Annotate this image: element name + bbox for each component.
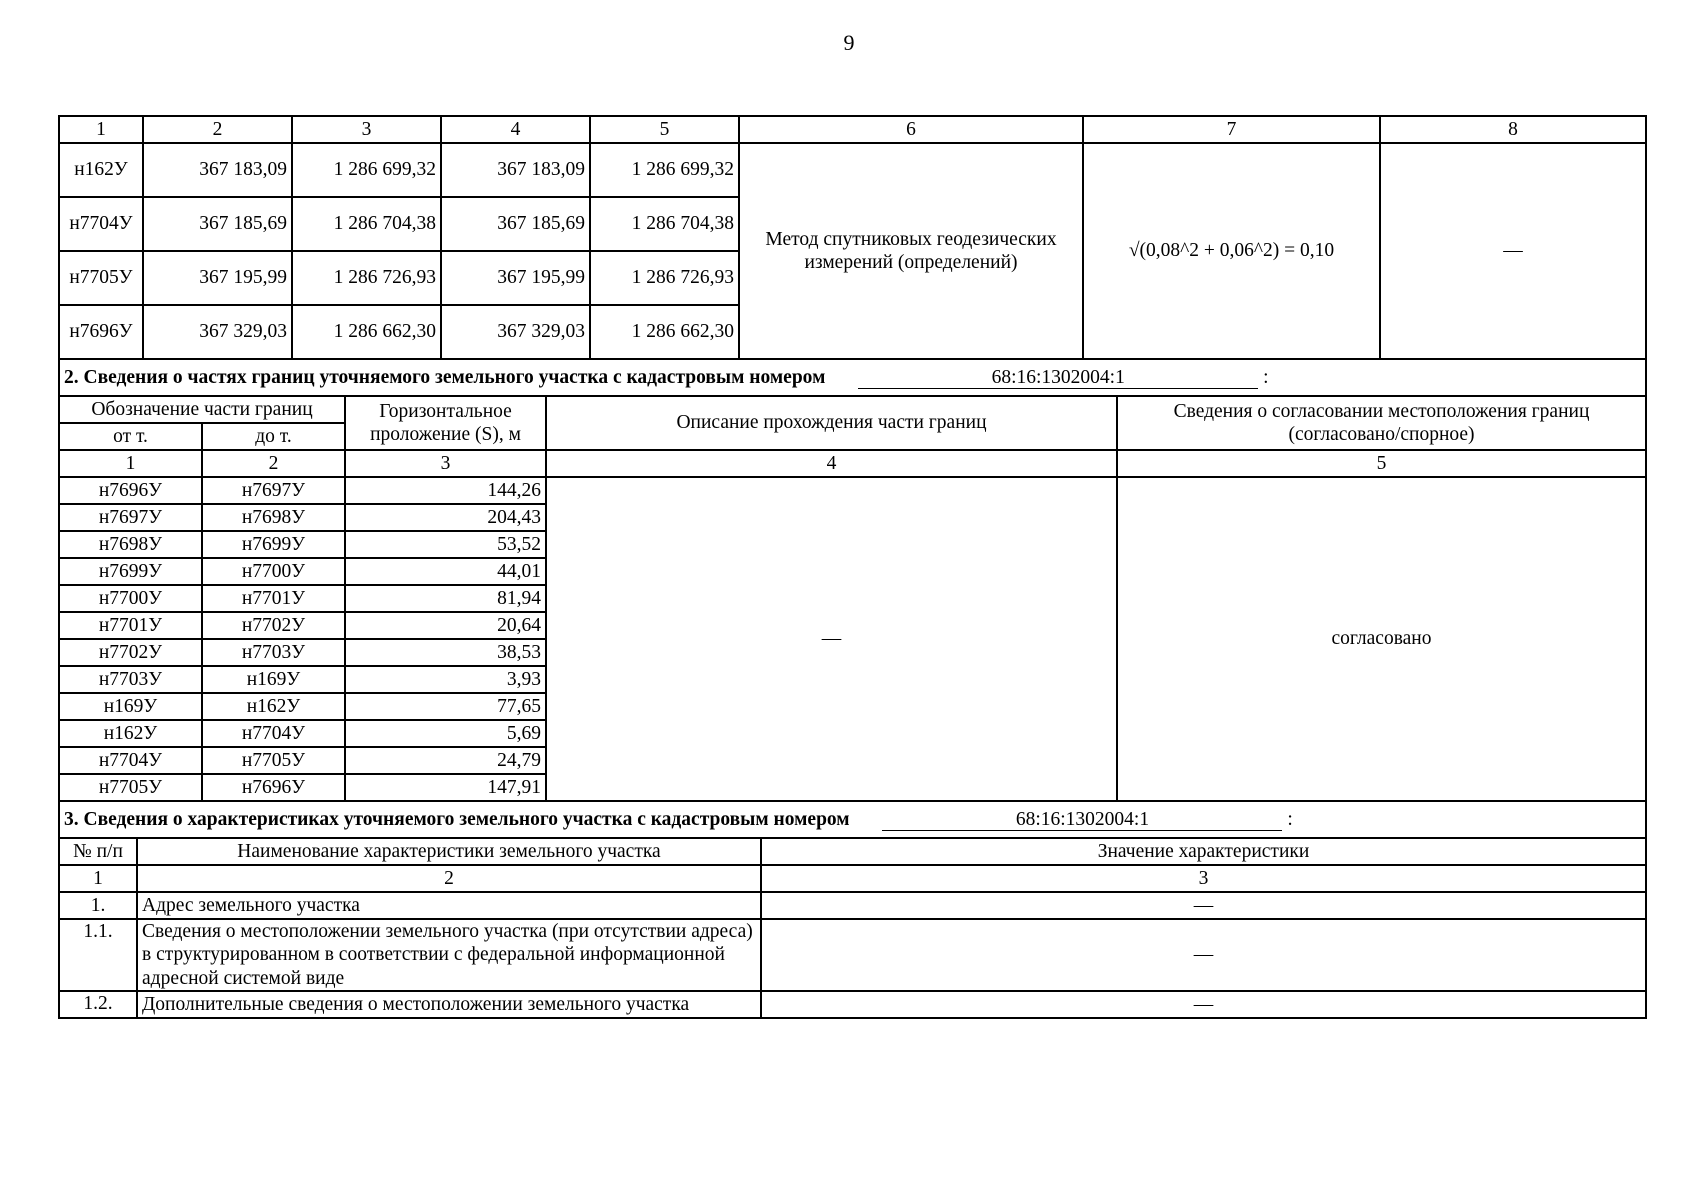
coord-x: 367 195,99 bbox=[143, 251, 292, 305]
table-row bbox=[59, 991, 1646, 1018]
to-point: н7702У bbox=[202, 612, 345, 639]
section3-colon: : bbox=[1287, 808, 1293, 830]
to-point: н7697У bbox=[202, 477, 345, 504]
table-row bbox=[59, 919, 1646, 991]
page-number: 9 bbox=[843, 30, 855, 55]
agreement-header: Сведения о согласовании местоположения границ (согласовано/спорное) bbox=[1117, 396, 1646, 450]
value-header: Значение характеристики bbox=[761, 838, 1646, 865]
distance-value: 38,53 bbox=[345, 639, 546, 666]
point-name: н162У bbox=[59, 143, 143, 197]
coord-y: 1 286 726,93 bbox=[292, 251, 441, 305]
distance-value: 24,79 bbox=[345, 747, 546, 774]
to-point: н162У bbox=[202, 693, 345, 720]
section3-heading bbox=[59, 801, 1646, 838]
section2-table bbox=[58, 358, 1647, 802]
to-point: н169У bbox=[202, 666, 345, 693]
row-number: 1.1. bbox=[59, 919, 137, 991]
to-point: н7705У bbox=[202, 747, 345, 774]
to-point: н7696У bbox=[202, 774, 345, 801]
characteristic-name: Сведения о местоположении земельного участка (при отсутствии адреса) в структурированном в соответствии с федеральной информационной адресной системой виде bbox=[137, 919, 761, 991]
section2-colon: : bbox=[1263, 366, 1269, 388]
to-point: н7700У bbox=[202, 558, 345, 585]
description-value: — bbox=[546, 477, 1117, 801]
distance-value: 20,64 bbox=[345, 612, 546, 639]
coord-y: 1 286 662,30 bbox=[590, 305, 739, 359]
col-number: 2 bbox=[143, 116, 292, 143]
col-number: 7 bbox=[1083, 116, 1380, 143]
table-row bbox=[59, 892, 1646, 919]
section3-heading-row bbox=[59, 801, 1646, 838]
point-name: н7704У bbox=[59, 197, 143, 251]
table-row bbox=[59, 143, 1646, 197]
section2-cadastral-number: 68:16:1302004:1 bbox=[858, 367, 1258, 389]
col-number: 3 bbox=[761, 865, 1646, 892]
col-number: 4 bbox=[546, 450, 1117, 477]
coord-x: 367 329,03 bbox=[441, 305, 590, 359]
col-number: 3 bbox=[292, 116, 441, 143]
col-number: 3 bbox=[345, 450, 546, 477]
col8-cell: — bbox=[1380, 143, 1646, 359]
row-number: 1.2. bbox=[59, 991, 137, 1018]
table-row bbox=[59, 477, 1646, 504]
coord-y: 1 286 704,38 bbox=[590, 197, 739, 251]
coord-x: 367 329,03 bbox=[143, 305, 292, 359]
col-number: 4 bbox=[441, 116, 590, 143]
section2-heading bbox=[59, 359, 1646, 396]
col-number: 1 bbox=[59, 116, 143, 143]
accuracy-cell: √(0,08^2 + 0,06^2) = 0,10 bbox=[1083, 143, 1380, 359]
agreement-value: согласовано bbox=[1117, 477, 1646, 801]
section2-header-row bbox=[59, 396, 1646, 423]
row-number: 1. bbox=[59, 892, 137, 919]
characteristic-value: — bbox=[761, 919, 1646, 991]
distance-value: 44,01 bbox=[345, 558, 546, 585]
coord-y: 1 286 699,32 bbox=[590, 143, 739, 197]
characteristic-value: — bbox=[761, 991, 1646, 1018]
distance-value: 53,52 bbox=[345, 531, 546, 558]
document-body bbox=[58, 115, 1645, 1019]
point-name: н7705У bbox=[59, 251, 143, 305]
to-point: н7698У bbox=[202, 504, 345, 531]
distance-value: 5,69 bbox=[345, 720, 546, 747]
to-point: н7699У bbox=[202, 531, 345, 558]
method-cell: Метод спутниковых геодезических измерений (определений) bbox=[739, 143, 1083, 359]
distance-value: 204,43 bbox=[345, 504, 546, 531]
coord-x: 367 185,69 bbox=[143, 197, 292, 251]
to-point: н7703У bbox=[202, 639, 345, 666]
characteristic-name: Дополнительные сведения о местоположении земельного участка bbox=[137, 991, 761, 1018]
from-point: н7696У bbox=[59, 477, 202, 504]
section3-column-number-row bbox=[59, 865, 1646, 892]
col-number: 1 bbox=[59, 865, 137, 892]
section2-column-number-row bbox=[59, 450, 1646, 477]
point-name: н7696У bbox=[59, 305, 143, 359]
from-header: от т. bbox=[59, 423, 202, 450]
from-point: н7702У bbox=[59, 639, 202, 666]
from-point: н162У bbox=[59, 720, 202, 747]
col-number: 2 bbox=[137, 865, 761, 892]
section3-table bbox=[58, 800, 1647, 1019]
distance-value: 147,91 bbox=[345, 774, 546, 801]
characteristic-name: Адрес земельного участка bbox=[137, 892, 761, 919]
col-number: 2 bbox=[202, 450, 345, 477]
col-number: 6 bbox=[739, 116, 1083, 143]
distance-value: 3,93 bbox=[345, 666, 546, 693]
from-point: н169У bbox=[59, 693, 202, 720]
to-point: н7701У bbox=[202, 585, 345, 612]
characteristic-value: — bbox=[761, 892, 1646, 919]
coord-y: 1 286 662,30 bbox=[292, 305, 441, 359]
column-number-row bbox=[59, 116, 1646, 143]
from-point: н7699У bbox=[59, 558, 202, 585]
distance-value: 81,94 bbox=[345, 585, 546, 612]
col-number: 1 bbox=[59, 450, 202, 477]
to-point: н7704У bbox=[202, 720, 345, 747]
coord-x: 367 195,99 bbox=[441, 251, 590, 305]
coord-x: 367 183,09 bbox=[441, 143, 590, 197]
distance-value: 144,26 bbox=[345, 477, 546, 504]
section2-title: 2. Сведения о частях границ уточняемого земельного участка с кадастровым номером bbox=[64, 366, 826, 388]
coord-y: 1 286 704,38 bbox=[292, 197, 441, 251]
horizontal-header: Горизонтальное проложение (S), м bbox=[345, 396, 546, 450]
from-point: н7701У bbox=[59, 612, 202, 639]
designation-header: Обозначение части границ bbox=[59, 396, 345, 423]
from-point: н7698У bbox=[59, 531, 202, 558]
col-number: 5 bbox=[1117, 450, 1646, 477]
distance-value: 77,65 bbox=[345, 693, 546, 720]
from-point: н7700У bbox=[59, 585, 202, 612]
coord-y: 1 286 699,32 bbox=[292, 143, 441, 197]
from-point: н7704У bbox=[59, 747, 202, 774]
to-header: до т. bbox=[202, 423, 345, 450]
description-header: Описание прохождения части границ bbox=[546, 396, 1117, 450]
from-point: н7697У bbox=[59, 504, 202, 531]
from-point: н7703У bbox=[59, 666, 202, 693]
num-header: № п/п bbox=[59, 838, 137, 865]
col-number: 8 bbox=[1380, 116, 1646, 143]
name-header: Наименование характеристики земельного участка bbox=[137, 838, 761, 865]
coord-x: 367 185,69 bbox=[441, 197, 590, 251]
coord-y: 1 286 726,93 bbox=[590, 251, 739, 305]
col-number: 5 bbox=[590, 116, 739, 143]
section3-cadastral-number: 68:16:1302004:1 bbox=[882, 809, 1282, 831]
from-point: н7705У bbox=[59, 774, 202, 801]
section3-title: 3. Сведения о характеристиках уточняемого земельного участка с кадастровым номером bbox=[64, 808, 850, 830]
section3-header-row bbox=[59, 838, 1646, 865]
section2-heading-row bbox=[59, 359, 1646, 396]
coord-x: 367 183,09 bbox=[143, 143, 292, 197]
coordinates-table bbox=[58, 115, 1647, 360]
